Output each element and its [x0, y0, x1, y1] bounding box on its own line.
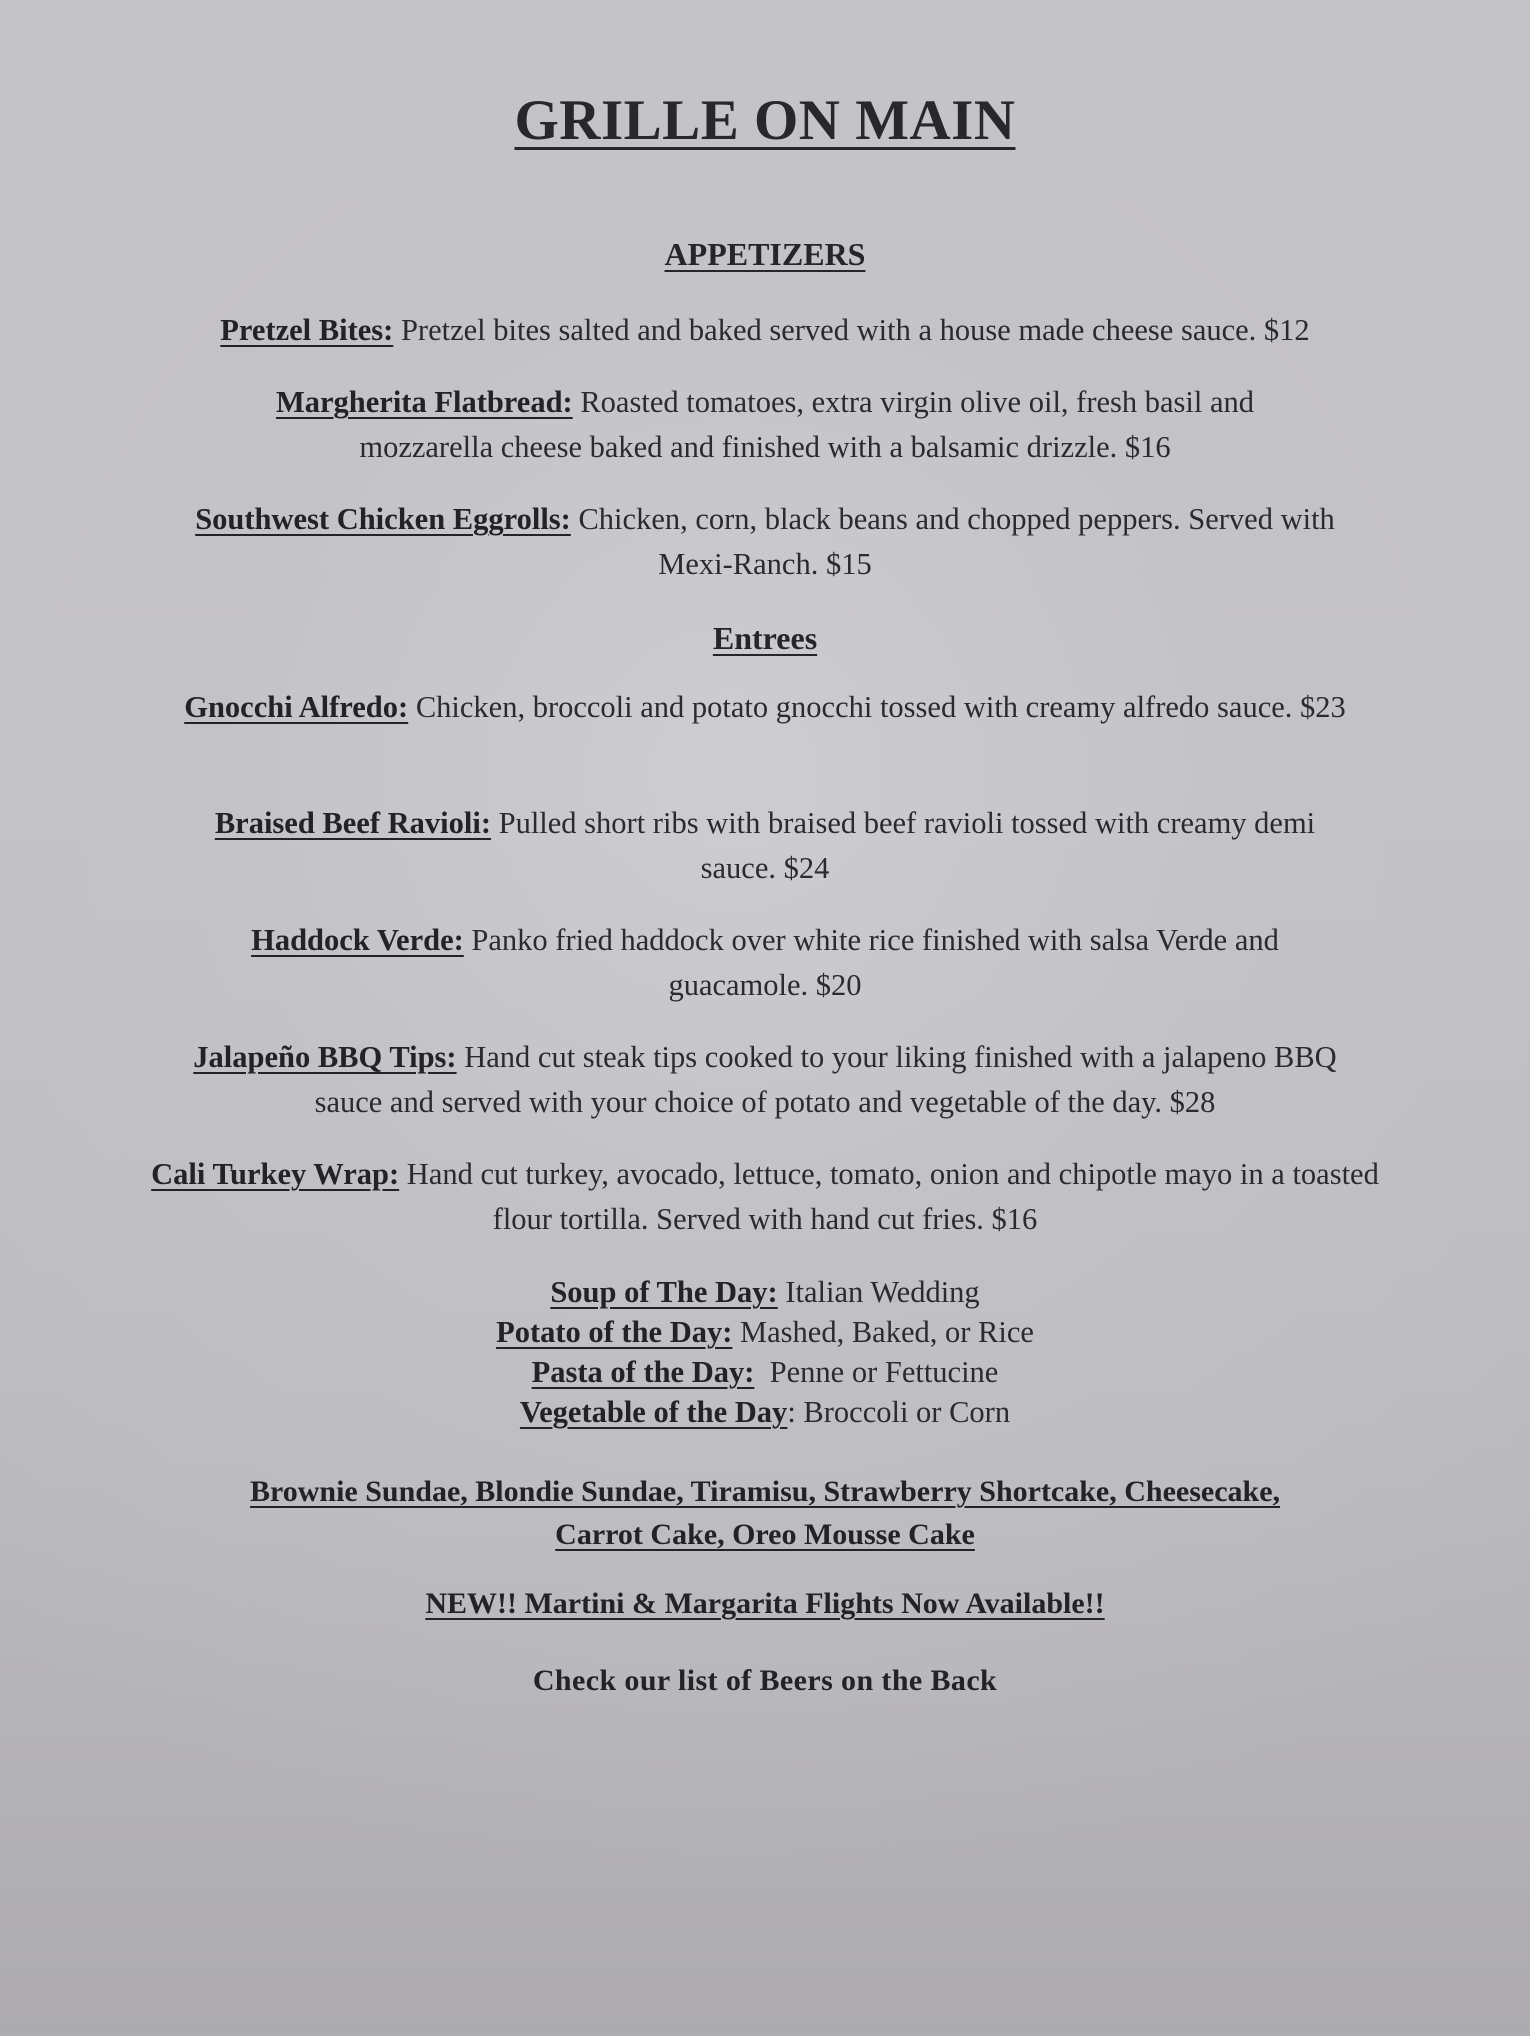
promo-banner	[150, 1587, 1380, 1621]
appetizer-item-pretzel-bites	[150, 308, 1380, 353]
restaurant-title	[150, 88, 1380, 153]
daily-special-pasta	[150, 1352, 1380, 1392]
daily-specials	[150, 1272, 1380, 1432]
daily-special-name: Vegetable of the Day	[519, 1395, 788, 1429]
promo-text: NEW!! Martini & Margarita Flights Now Available!!	[425, 1587, 1105, 1620]
item-name: Gnocchi Alfredo:	[184, 690, 409, 724]
appetizer-item-margherita-flatbread	[150, 380, 1380, 470]
daily-special-value: Penne or Fettucine	[754, 1355, 999, 1389]
item-name: Southwest Chicken Eggrolls:	[195, 502, 571, 536]
daily-special-name: Soup of The Day:	[550, 1275, 778, 1309]
item-description: Panko fried haddock over white rice finished with salsa Verde and guacamole. $20	[463, 923, 1279, 1002]
item-description: Pulled short ribs with braised beef ravioli tossed with creamy demi sauce. $24	[490, 806, 1316, 885]
daily-special-value: Mashed, Baked, or Rice	[732, 1315, 1034, 1349]
entrees-heading	[150, 620, 1380, 657]
item-name: Cali Turkey Wrap:	[151, 1157, 400, 1191]
entree-item-braised-beef-ravioli	[150, 801, 1380, 891]
item-description: Roasted tomatoes, extra virgin olive oil, fresh basil and mozzarella cheese baked and finished with a balsamic drizzle. $16	[359, 385, 1255, 464]
item-description: Hand cut steak tips cooked to your liking finished with a jalapeno BBQ sauce and served with your choice of potato and vegetable of the day. $28	[314, 1040, 1337, 1119]
daily-special-value: Italian Wedding	[777, 1275, 980, 1309]
daily-special-soup	[150, 1272, 1380, 1312]
item-description: Chicken, broccoli and potato gnocchi tossed with creamy alfredo sauce. $23	[408, 690, 1346, 724]
item-name: Braised Beef Ravioli:	[214, 806, 491, 840]
daily-special-potato	[150, 1312, 1380, 1352]
item-name: Jalapeño BBQ Tips:	[193, 1040, 457, 1074]
footer-note: Check our list of Beers on the Back	[532, 1664, 998, 1697]
daily-special-vegetable	[150, 1392, 1380, 1432]
daily-special-name: Pasta of the Day:	[531, 1355, 755, 1389]
daily-special-name: Potato of the Day:	[496, 1315, 733, 1349]
entree-item-cali-turkey-wrap	[150, 1152, 1380, 1242]
item-name: Pretzel Bites:	[220, 313, 394, 347]
entree-item-gnocchi-alfredo	[150, 685, 1380, 730]
desserts-list	[150, 1470, 1380, 1556]
item-description: Hand cut turkey, avocado, lettuce, tomato, onion and chipotle mayo in a toasted flour tortilla. Served with hand cut fries. $16	[399, 1157, 1379, 1236]
desserts-line-1: Brownie Sundae, Blondie Sundae, Tiramisu, Strawberry Shortcake, Cheesecake,	[249, 1475, 1281, 1508]
item-description: Pretzel bites salted and baked served with a house made cheese sauce. $12	[393, 313, 1310, 347]
desserts-line-2: Carrot Cake, Oreo Mousse Cake	[555, 1518, 975, 1551]
item-name: Haddock Verde:	[251, 923, 464, 957]
appetizers-heading	[150, 236, 1380, 273]
appetizers-heading-text: APPETIZERS	[664, 236, 866, 272]
entree-item-haddock-verde	[150, 918, 1380, 1008]
appetizer-item-southwest-chicken-eggrolls	[150, 497, 1380, 587]
item-name: Margherita Flatbread:	[275, 385, 573, 419]
restaurant-title-text: GRILLE ON MAIN	[514, 89, 1016, 152]
entrees-heading-text: Entrees	[712, 620, 818, 656]
daily-special-value: : Broccoli or Corn	[787, 1395, 1011, 1429]
entree-item-jalapeno-bbq-tips	[150, 1035, 1380, 1125]
item-description: Chicken, corn, black beans and chopped peppers. Served with Mexi-Ranch. $15	[570, 502, 1335, 581]
